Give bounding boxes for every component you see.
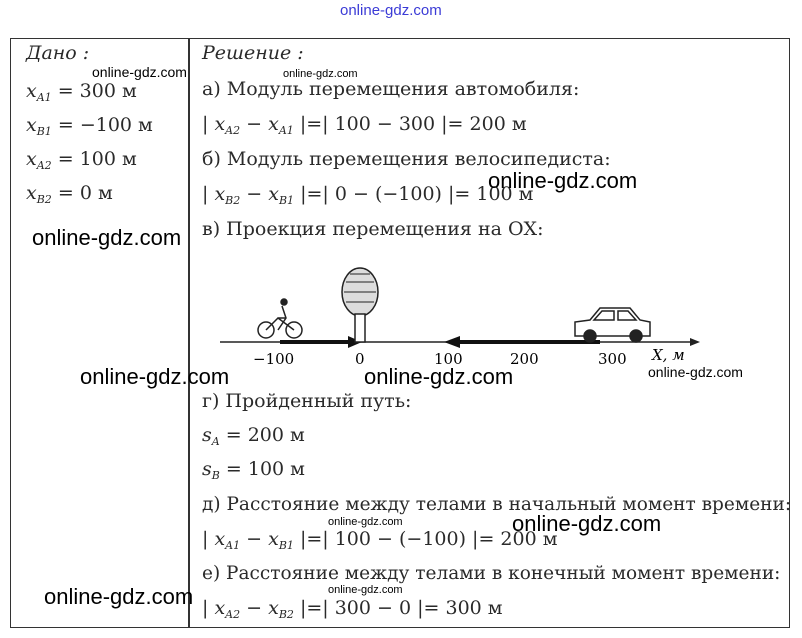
given-item: $x_{A1} = 300$ м (26, 80, 137, 104)
part-d-formula: | $x_{A1} - x_{B1}$ |=| 100 − (−100) |= 200 м (202, 528, 558, 552)
watermark: online-gdz.com (283, 68, 358, 80)
watermark: online-gdz.com (92, 64, 187, 80)
given-header: Дано : (26, 42, 90, 64)
part-g-title: г) Пройденный путь: (202, 390, 412, 412)
part-a-title: а) Модуль перемещения автомобиля: (202, 78, 580, 100)
part-b-title: б) Модуль перемещения велосипедиста: (202, 148, 611, 170)
tick-label: 200 (510, 350, 539, 368)
bicycle-icon (258, 299, 302, 338)
given-item: $x_{B2} = 0$ м (26, 182, 113, 206)
watermark-top: online-gdz.com (340, 2, 442, 19)
part-e-title: е) Расстояние между телами в конечный момент времени: (202, 563, 781, 584)
axis-label: X, м (652, 346, 685, 364)
solution-header: Решение : (202, 42, 304, 64)
part-g-line1: $s_A = 200$ м (202, 424, 305, 448)
part-d-title: д) Расстояние между телами в начальный момент времени: (202, 494, 792, 515)
watermark: online-gdz.com (512, 511, 662, 536)
part-b-formula: | $x_{B2} - x_{B1}$ |=| 0 − (−100) |= 100 м (202, 183, 534, 207)
watermark: online-gdz.com (32, 225, 182, 250)
tick-label: 0 (355, 350, 365, 368)
watermark: online-gdz.com (364, 364, 514, 389)
part-g-line2: $s_B = 100$ м (202, 458, 305, 482)
x-axis-arrow (690, 338, 700, 346)
part-e-formula: | $x_{A2} - x_{B2}$ |=| 300 − 0 |= 300 м (202, 597, 503, 621)
displacement-diagram (190, 262, 710, 372)
watermark: online-gdz.com (488, 168, 638, 193)
given-item: $x_{B1} = -100$ м (26, 114, 153, 138)
watermark: online-gdz.com (648, 364, 743, 380)
tick-label: −100 (253, 350, 295, 368)
watermark: online-gdz.com (328, 584, 403, 596)
given-item: $x_{A2} = 100$ м (26, 148, 137, 172)
car-icon (575, 308, 650, 342)
watermark: online-gdz.com (80, 364, 230, 389)
tick-label: 300 (598, 350, 627, 368)
watermark: online-gdz.com (44, 584, 194, 609)
watermark: online-gdz.com (328, 516, 403, 528)
tick-label: 100 (434, 350, 463, 368)
part-c-title: в) Проекция перемещения на ОХ: (202, 218, 544, 240)
part-a-formula: | $x_{A2} - x_{A1}$ |=| 100 − 300 |= 200 м (202, 113, 527, 137)
tree-icon (342, 268, 378, 342)
